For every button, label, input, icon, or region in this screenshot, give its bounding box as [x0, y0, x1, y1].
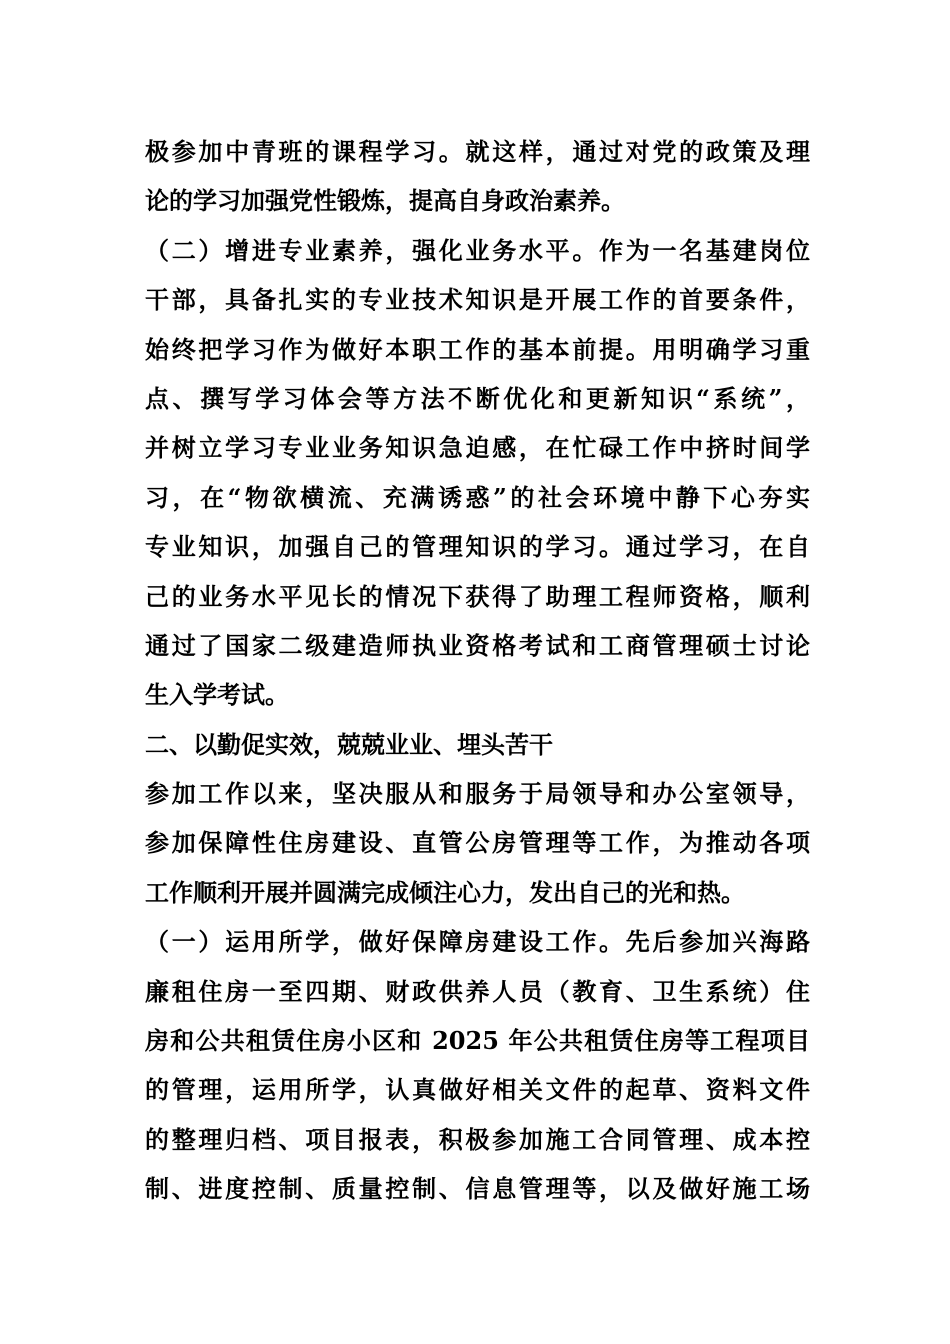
text-line: 并树立学习专业业务知识急迫感，在忙碌工作中挤时间学 [145, 433, 810, 463]
text-line: 习，在“物欲横流、充满诱惑”的社会环境中静下心夯实 [145, 482, 810, 512]
text-line: 生入学考试。 [145, 680, 289, 710]
text-line: 参加工作以来，坚决服从和服务于局领导和办公室领导， [145, 779, 810, 809]
text-line: （一）运用所学，做好保障房建设工作。先后参加兴海路 [145, 927, 810, 957]
text-line: 的整理归档、项目报表，积极参加施工合同管理、成本控 [145, 1124, 810, 1154]
text-line: 房和公共租赁住房小区和 2025 年公共租赁住房等工程项目 [145, 1026, 810, 1056]
text-line: （二）增进专业素养，强化业务水平。作为一名基建岗位 [145, 235, 810, 265]
text-line: 己的业务水平见长的情况下获得了助理工程师资格，顺利 [145, 581, 810, 611]
text-line: 始终把学习作为做好本职工作的基本前提。用明确学习重 [145, 334, 810, 364]
text-line: 论的学习加强党性锻炼，提高自身政治素养。 [145, 186, 625, 216]
text-line: 廉租住房一至四期、财政供养人员（教育、卫生系统）住 [145, 976, 810, 1006]
text-line: 干部，具备扎实的专业技术知识是开展工作的首要条件， [145, 285, 810, 315]
text-line: 制、进度控制、质量控制、信息管理等，以及做好施工场 [145, 1174, 810, 1204]
document-body [145, 127, 810, 1214]
text-line: 的管理，运用所学，认真做好相关文件的起草、资料文件 [145, 1075, 810, 1105]
text-line: 专业知识，加强自己的管理知识的学习。通过学习，在自 [145, 532, 810, 562]
text-line: 点、撰写学习体会等方法不断优化和更新知识“系统”， [145, 383, 810, 413]
text-line: 极参加中青班的课程学习。就这样，通过对党的政策及理 [145, 137, 810, 166]
text-line: 二、以勤促实效，兢兢业业、埋头苦干 [145, 729, 553, 759]
text-line: 工作顺利开展并圆满完成倾注心力，发出自己的光和热。 [145, 877, 745, 907]
text-line: 通过了国家二级建造师执业资格考试和工商管理硕士讨论 [145, 630, 810, 660]
text-line: 参加保障性住房建设、直管公房管理等工作，为推动各项 [145, 828, 810, 858]
